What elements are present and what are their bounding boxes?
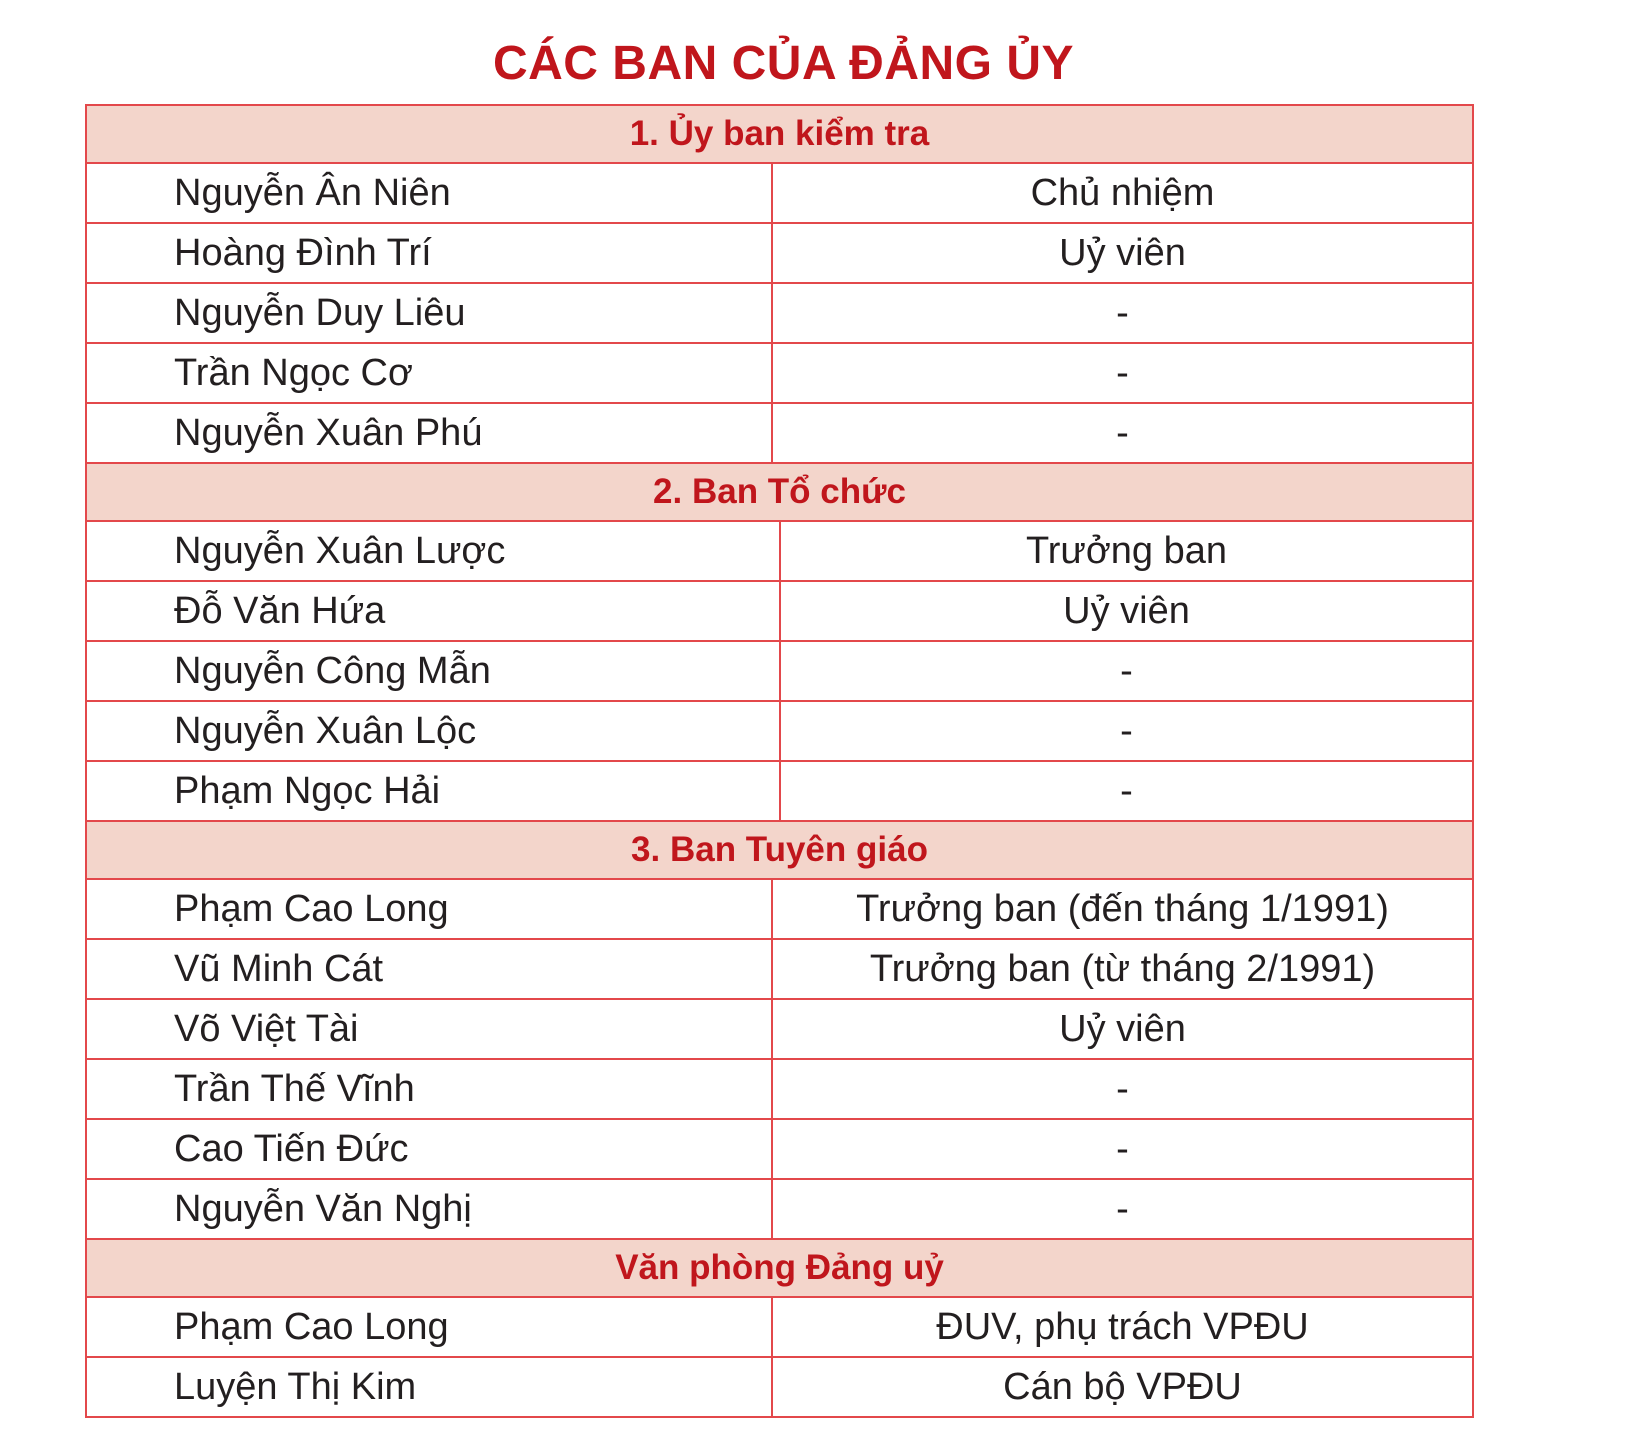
member-role: - [1120, 710, 1133, 752]
table-row [87, 344, 1472, 404]
table-row [87, 164, 1472, 224]
member-name: Trần Thế Vĩnh [87, 1060, 773, 1118]
member-name: Phạm Cao Long [87, 1298, 773, 1356]
member-name: Luyện Thị Kim [87, 1358, 773, 1416]
section-inspection-committee [87, 106, 1472, 464]
table-row [87, 1180, 1472, 1240]
section-propaganda-board [87, 822, 1472, 1240]
table-row [87, 1298, 1472, 1358]
member-role: Trưởng ban (từ tháng 2/1991) [869, 948, 1376, 990]
member-name: Võ Việt Tài [87, 1000, 773, 1058]
member-role: - [1116, 412, 1129, 454]
member-name: Nguyễn Xuân Phú [87, 404, 773, 462]
member-role: - [1120, 650, 1133, 692]
section-heading: Văn phòng Đảng uỷ [87, 1240, 1472, 1298]
table-row [87, 940, 1472, 1000]
member-role: - [1116, 292, 1129, 334]
table-row [87, 1120, 1472, 1180]
member-name: Vũ Minh Cát [87, 940, 773, 998]
table-row [87, 762, 1472, 822]
member-name: Nguyễn Văn Nghị [87, 1180, 773, 1238]
table-row [87, 284, 1472, 344]
page-title: CÁC BAN CỦA ĐẢNG ỦY [492, 37, 1075, 90]
section-party-office [87, 1240, 1472, 1418]
member-role: Trưởng ban [1025, 530, 1228, 572]
member-role: - [1116, 1068, 1129, 1110]
member-role: Trưởng ban (đến tháng 1/1991) [856, 888, 1389, 930]
member-role: Uỷ viên [1059, 232, 1186, 274]
section-heading: 3. Ban Tuyên giáo [87, 822, 1472, 880]
member-name: Nguyễn Xuân Lộc [87, 702, 781, 760]
section-heading: 1. Ủy ban kiểm tra [87, 106, 1472, 164]
committees-table [85, 104, 1474, 1418]
table-row [87, 642, 1472, 702]
table-row [87, 1000, 1472, 1060]
member-role: Cán bộ VPĐU [1003, 1366, 1242, 1408]
section-organization-board [87, 464, 1472, 822]
member-role: - [1120, 770, 1133, 812]
member-name: Nguyễn Công Mẫn [87, 642, 781, 700]
table-row [87, 522, 1472, 582]
member-role: Uỷ viên [1063, 590, 1190, 632]
member-role: ĐUV, phụ trách VPĐU [936, 1306, 1309, 1348]
member-name: Phạm Cao Long [87, 880, 773, 938]
table-row [87, 880, 1472, 940]
table-row [87, 1060, 1472, 1120]
member-name: Nguyễn Duy Liêu [87, 284, 773, 342]
table-row [87, 224, 1472, 284]
table-row [87, 1358, 1472, 1418]
member-name: Cao Tiến Đức [87, 1120, 773, 1178]
member-role: - [1116, 352, 1129, 394]
table-row [87, 582, 1472, 642]
member-name: Trần Ngọc Cơ [87, 344, 773, 402]
member-name: Hoàng Đình Trí [87, 224, 773, 282]
member-name: Phạm Ngọc Hải [87, 762, 781, 820]
member-name: Nguyễn Xuân Lược [87, 522, 781, 580]
member-name: Nguyễn Ân Niên [87, 164, 773, 222]
member-role: Chủ nhiệm [1030, 172, 1215, 214]
table-row [87, 702, 1472, 762]
member-role: - [1116, 1128, 1129, 1170]
section-heading: 2. Ban Tổ chức [87, 464, 1472, 522]
member-role: - [1116, 1188, 1129, 1230]
member-role: Uỷ viên [1059, 1008, 1186, 1050]
member-name: Đỗ Văn Hứa [87, 582, 781, 640]
table-row [87, 404, 1472, 464]
